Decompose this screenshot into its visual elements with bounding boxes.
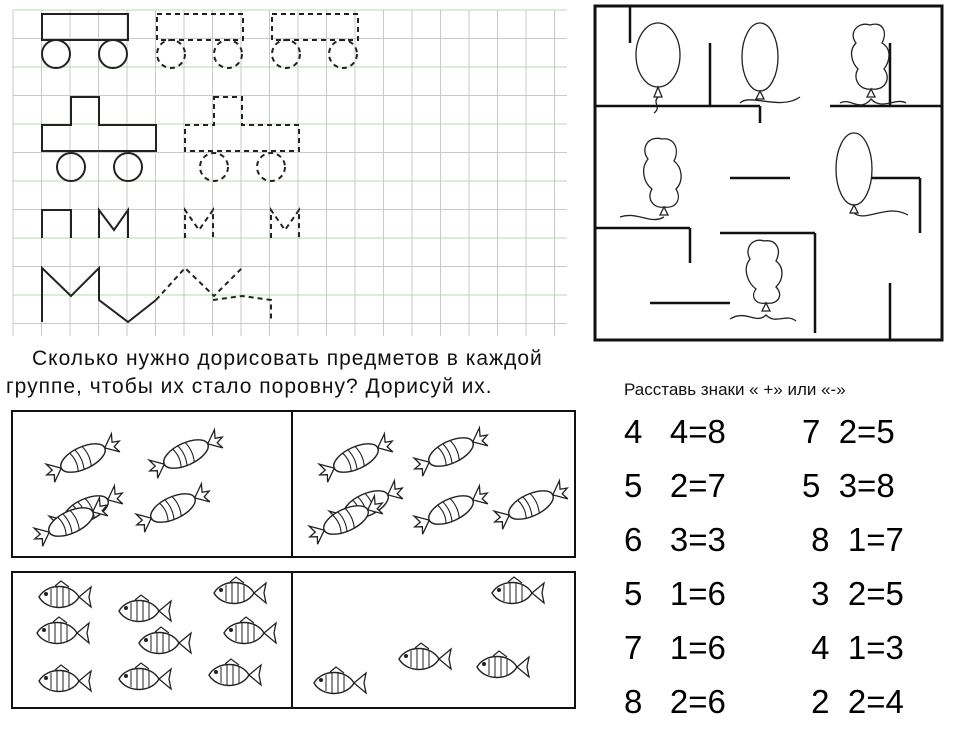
equation-row: [624, 466, 954, 520]
crown-pattern-dashed: [185, 210, 299, 238]
task-question-line-2: группе, чтобы их стало поровну? Дорисуй их.: [6, 375, 493, 398]
balloon-icon: [730, 240, 796, 321]
fish-icon: [119, 663, 171, 690]
fish-icon: [492, 577, 544, 604]
cart-shape-dashed: [157, 14, 243, 68]
fish-icon: [399, 643, 451, 670]
balloon-icon: [620, 138, 681, 219]
fish-icon: [209, 659, 261, 686]
fish-icon: [224, 617, 276, 644]
candy-icon: [410, 483, 492, 537]
vehicle-shape-dashed: [185, 97, 299, 181]
candy-icon: [490, 478, 572, 532]
cart-shape: [42, 14, 128, 68]
candy-icon: [132, 481, 214, 535]
fish-icon: [314, 667, 366, 694]
equation-row: [624, 682, 954, 736]
fish-icon: [214, 577, 266, 604]
fish-icon: [39, 581, 91, 608]
equation-right[interactable]: 4 1=3: [802, 629, 904, 666]
candy-icon: [30, 495, 112, 549]
candy-icon: [315, 431, 397, 485]
candy-icon: [42, 431, 124, 485]
equation-row: [624, 574, 954, 628]
equation-right[interactable]: 5 3=8: [802, 467, 895, 504]
signs-task-title: Расставь знаки « +» или «-»: [624, 380, 846, 399]
equation-right[interactable]: 8 1=7: [802, 521, 904, 558]
equation-left[interactable]: 6 3=3: [624, 521, 726, 558]
candy-icon: [305, 493, 387, 547]
equation-right[interactable]: 2 2=4: [802, 683, 904, 720]
equation-left[interactable]: 5 1=6: [624, 575, 726, 612]
equation-left[interactable]: 7 1=6: [624, 629, 726, 666]
candy-icon: [145, 427, 227, 481]
equations-list: [624, 412, 954, 736]
equation-left[interactable]: 8 2=6: [624, 683, 726, 720]
crown-pattern: [42, 210, 128, 238]
cart-shape-dashed: [272, 14, 358, 68]
candy-icon: [410, 425, 492, 479]
fish-icon: [139, 627, 191, 654]
task-question-line-1: Сколько нужно дорисовать предметов в каждой: [32, 347, 543, 370]
candy-groups-box: [11, 410, 576, 558]
fish-icon: [119, 595, 171, 622]
equation-right[interactable]: 7 2=5: [802, 413, 895, 450]
equation-row: [624, 628, 954, 682]
fish-icon: [39, 665, 91, 692]
balloon-icon: [840, 24, 906, 105]
balloon-icon: [740, 23, 800, 103]
grid-drawing-exercise: [0, 0, 578, 340]
balloon-icon: [636, 23, 680, 113]
equation-row: [624, 520, 954, 574]
fish-icon: [37, 617, 89, 644]
equation-right[interactable]: 3 2=5: [802, 575, 904, 612]
balloon-maze: [590, 3, 947, 345]
fish-groups-box: [11, 571, 576, 709]
equation-row: [624, 412, 954, 466]
equation-left[interactable]: 4 4=8: [624, 413, 726, 450]
equation-left[interactable]: 5 2=7: [624, 467, 726, 504]
balloon-icon: [836, 133, 908, 216]
fish-icon: [477, 651, 529, 678]
